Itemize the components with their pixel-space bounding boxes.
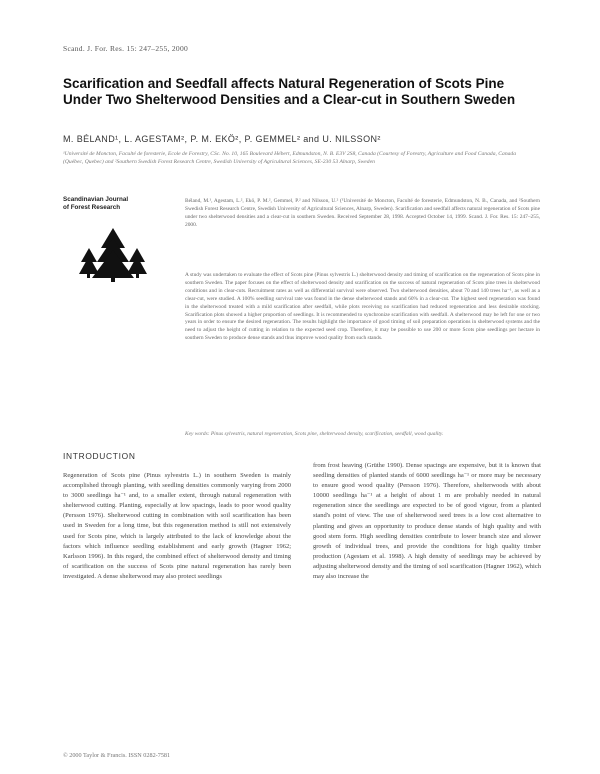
body-column-right: [313, 461, 541, 582]
introduction-heading: INTRODUCTION: [63, 451, 136, 461]
author-list: M. BÉLAND¹, L. AGESTAM², P. M. EKÖ², P. GEMMEL² and U. NILSSON²: [63, 134, 381, 144]
copyright-footer: © 2000 Taylor & Francis. ISSN 0282-7581: [63, 752, 171, 759]
keywords: Key words: Pinus sylvestris, natural regeneration, Scots pine, shelterwood density, scarification, seedfall, wood quality.: [185, 431, 444, 437]
journal-logo-name-line2: of Forest Research: [63, 203, 121, 211]
paragraph: Regeneration of Scots pine (Pinus sylvestris L.) in southern Sweden is mainly accomplished through planting, with seedling densities commonly varying from 2000 to 3000 seedlings ha⁻¹ and, to a smaller extent, through natural regeneration with shelterwood cutting. Planting, especially at low spacings, leads to poor wood quality (Persson 1976). Shelterwood cutting in combination with soil scarification has been used in Sweden for a long time, but this regeneration method is still not extensively used for Scots pine, which is largely attributed to the lack of knowledge about the factors which influence seedling establishment and early growth (Hagner 1962; Karlsson 1996). In this regard, the combined effect of shelterwood density and timing of scarification on the success of Scots pine natural regeneration has rarely been investigated. A dense shelterwood may also protect seedlings: [63, 472, 291, 580]
tree-logo-icon: [77, 226, 149, 282]
author-affiliation: ¹Université de Moncton, Faculté de foresterie, Ecole de Forestry, CSc. No. 10, 165 Boulevard Hébert, Edmundston, N. B. E3V 2S8, Canada (Courtesy of Forestry, Agriculture and Food Canada, Canada (Québec, Quebec) and ²Southern Swedish Forest Research Centre, Swedish University of Agricultural Sciences, SE-230 53 Alnarp, Sweden: [63, 151, 517, 166]
body-column-left: [63, 471, 291, 582]
paragraph: from frost heaving (Grüthe 1990). Dense spacings are expensive, but it is known that seedling densities of planted stands of 6000 seedlings ha⁻¹ or more may be necessary to ensure good wood quality (Persson 1976). Therefore, shelterwoods with about 10000 seedlings ha⁻¹ at a height of about 1 m are probably needed in natural regeneration since the seedlings are expected to be of good vigour, from a planted stand's point of view. The use of shelterwood seed trees is a low cost alternative to planting and gives an opportunity to produce dense stands of high quality and with good stem form. High seedling densities contribute to lower branch size and slower growth of individual trees, and provide the conditions for high quality timber production (Agestam et al. 1998). A high density of seedlings may be achieved by adjusting shelterwood density and the timing of soil scarification (Hagner 1962), which may also increase the: [313, 462, 541, 581]
paper-title: Scarification and Seedfall affects Natural Regeneration of Scots Pine Under Two Shelterwood Densities and a Clear-cut in Southern Sweden: [63, 76, 516, 107]
abstract: A study was undertaken to evaluate the effect of Scots pine (Pinus sylvestris L.) shelterwood density and timing of scarification on the regeneration of Scots pine in southern Sweden. The paper focuses on the effect of shelterwood density and scarification on the success of natural regeneration of Scots pine trees in shelterwood conditions and in clear-cuts. Recruitment rates as well as differential survival were observed. Two shelterwood densities, about 70 and 140 trees ha⁻¹, as well as a clear-cut, were studied. A 100% seedling survival rate was found in the dense shelterwood stands and 60% in a clear-cut. The highest seed regeneration was found in the shelterwood treated with a mild scarification after seedfall, while plots receiving no scarification had reduced regeneration and less desirable stocking. Scarification plots showed a higher proportion of seedlings. It is recommended to synchronize scarification with seedfall. A shelterwood may be left for one or two years in order to ensure the desired regeneration. The results highlight the importance of good timing of soil preparation operations in shelterwood systems and the need to adjust the height of cutting in relation to the expected seed crop. Therefore, it may be possible to use 200 or more Scots pine seedlings per hectare in southern Sweden to produce dense stands and thus improve wood quality from such stands.: [185, 272, 540, 342]
journal-logo-block: [63, 196, 173, 211]
citation-block: Béland, M.¹, Agestam, L.², Ekö, P. M.², Gemmel, P.² and Nilsson, U.² (¹Université de Moncton, Faculté de foresterie, Edmundston, N. B., Canada, and ²Southern Swedish Forest Research Centre, Swedish University of Agricultural Sciences, Alnarp, Sweden). Scarification and seedfall affects natural regeneration of Scots pine under two shelterwood densities and a clear-cut in southern Sweden. Received September 28, 1998. Accepted October 14, 1999. Scand. J. For. Res. 15: 247–255, 2000.: [185, 198, 540, 228]
journal-logo-name-line1: Scandinavian Journal: [63, 196, 129, 203]
journal-citation: Scand. J. For. Res. 15: 247–255, 2000: [63, 44, 189, 53]
